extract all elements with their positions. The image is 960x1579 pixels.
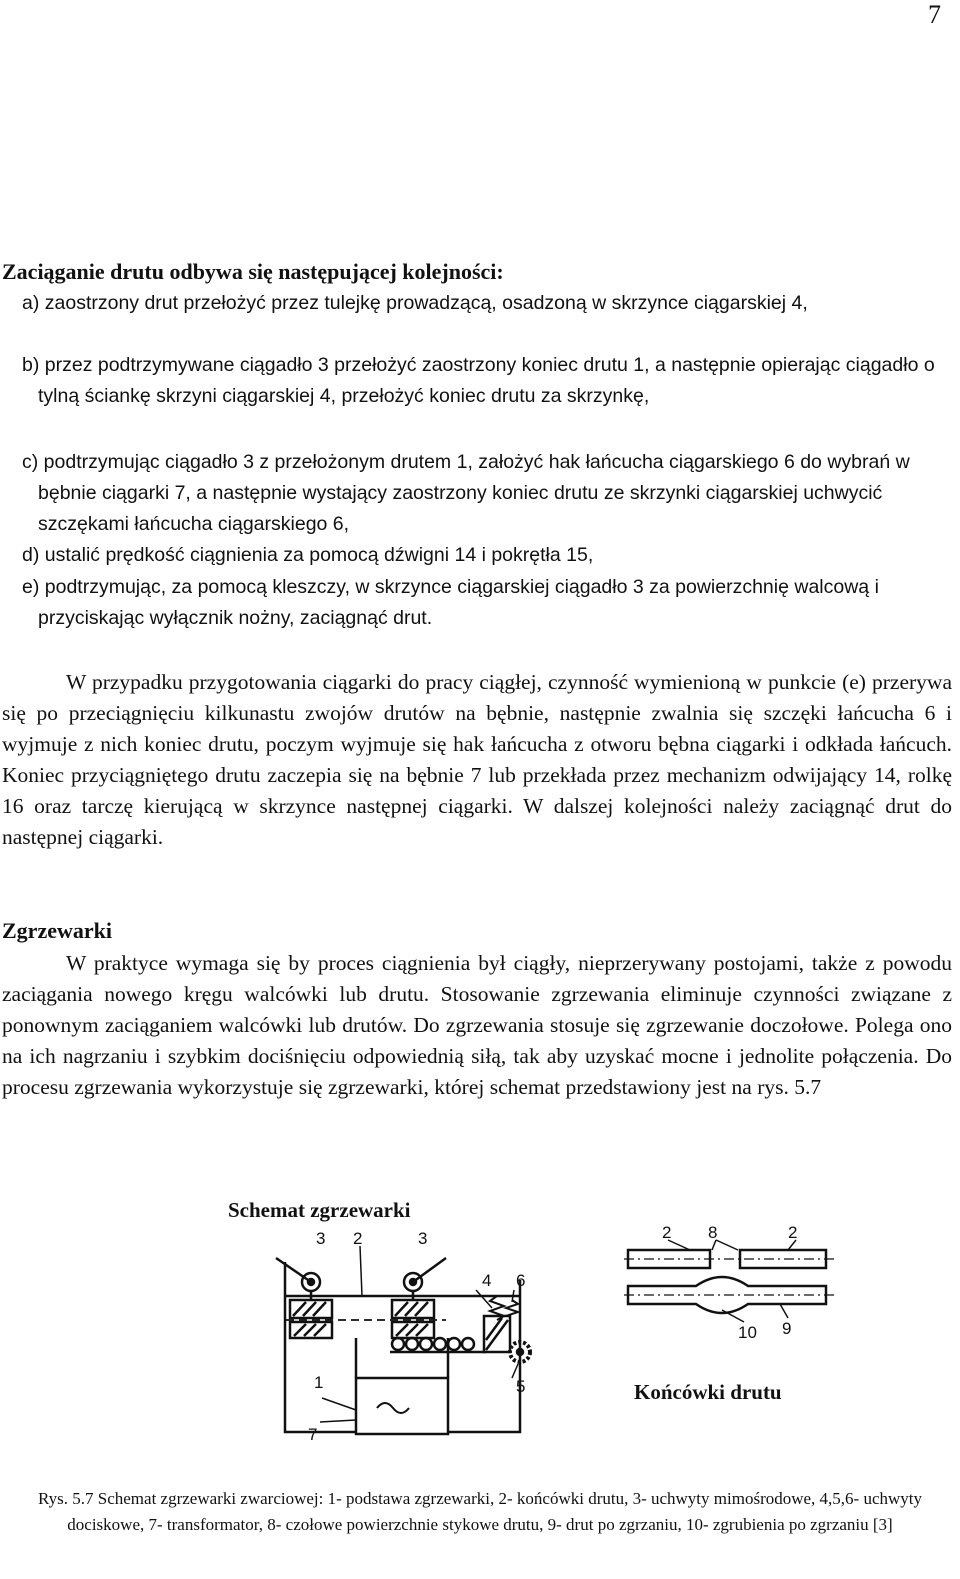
figure-caption: Rys. 5.7 Schemat zgrzewarki zwarciowej: 1- podstawa zgrzewarki, 2- końcówki drutu, 3- uchwyty mimośrodowe, 4,5,6- uchwyty dociskowe, 7- transformator, 8- czołowe powierzchnie stykowe drutu, 9- drut po zgrzaniu, 10- zgrubienia po zgrzaniu [3] bbox=[37, 1489, 923, 1534]
wire-ends-diagram bbox=[624, 1240, 838, 1322]
leader-line bbox=[512, 1364, 518, 1378]
list-item-text: c) podtrzymując ciągadło 3 z przełożonym drutem 1, założyć hak łańcucha ciągarskiego 6 do wybrań w bębnie ciągarki 7, a następnie wystający zaostrzony koniec drutu ze skrzynki ciągarskiej uchwycić szczękami łańcucha ciągarskiego 6, bbox=[22, 451, 910, 535]
label-8: 8 bbox=[708, 1223, 718, 1242]
label-1: 1 bbox=[314, 1373, 324, 1392]
transformer-box bbox=[356, 1378, 448, 1434]
label-4: 4 bbox=[482, 1271, 492, 1290]
leader-line bbox=[360, 1246, 362, 1296]
roller bbox=[462, 1338, 474, 1350]
leader-line bbox=[780, 1304, 788, 1318]
label-10: 10 bbox=[738, 1323, 757, 1342]
roller bbox=[434, 1338, 446, 1350]
label-2-left: 2 bbox=[662, 1223, 672, 1242]
list-item-text: b) przez podtrzymywane ciągadło 3 przełożyć zaostrzony koniec drutu 1, a następnie opierając ciągadło o tylną ściankę skrzyni ciągarskiej 4, przełożyć koniec drutu za skrzynkę, bbox=[22, 354, 935, 407]
label-7: 7 bbox=[308, 1425, 318, 1444]
sequence-heading: Zaciąganie drutu odbywa się następującej kolejności: bbox=[2, 259, 504, 284]
gear-hub bbox=[517, 1349, 523, 1355]
label-5: 5 bbox=[516, 1377, 526, 1396]
leader-line bbox=[320, 1420, 356, 1422]
list-item-text: e) podtrzymując, za pomocą kleszczy, w skrzynce ciągarskiej ciągadło 3 za powierzchnię walcową i przyciskając wyłącznik nożny, zaciągnąć drut. bbox=[22, 576, 879, 629]
list-item-text: d) ustalić prędkość ciągnienia za pomocą dźwigni 14 i pokrętła 15, bbox=[22, 544, 594, 566]
wire-ends-title: Końcówki drutu bbox=[634, 1380, 782, 1404]
roller bbox=[392, 1338, 404, 1350]
spring-right bbox=[506, 1300, 518, 1316]
list-item-text: a) zaostrzony drut przełożyć przez tulejkę prowadzącą, osadzoną w skrzynce ciągarskiej 4, bbox=[22, 292, 808, 314]
right-eccentric-lever bbox=[413, 1258, 446, 1282]
page-number: 7 bbox=[928, 0, 941, 29]
label-2: 2 bbox=[353, 1229, 363, 1248]
leader-line bbox=[476, 1290, 492, 1308]
roller bbox=[406, 1338, 418, 1350]
roller bbox=[420, 1338, 432, 1350]
label-3-left: 3 bbox=[316, 1229, 326, 1248]
leader-line bbox=[322, 1398, 356, 1410]
welder-schematic-title: Schemat zgrzewarki bbox=[228, 1198, 411, 1222]
transformer-symbol-text: ~ bbox=[0, 0, 1, 1]
left-eccentric-lever bbox=[276, 1258, 311, 1282]
welders-paragraph: W praktyce wymaga się by proces ciągnienia był ciągły, nieprzerywany postojami, także z powodu zaciągania nowego kręgu walcówki lub drutu. Stosowanie zgrzewania eliminuje czynności związane z ponownym zaciąganiem walcówki lub drutów. Do zgrzewania stosuje się zgrzewanie doczołowe. Polega ono na ich nagrzaniu i szybkim dociśnięciu odpowiednią siłą, tak aby uzyskać mocne i jednolite połączenia. Do procesu zgrzewania wykorzystuje się zgrzewarki, której schemat przedstawiony jest na rys. 5.7 bbox=[2, 951, 952, 1099]
label-2-right: 2 bbox=[788, 1223, 798, 1242]
label-3-right: 3 bbox=[418, 1229, 428, 1248]
welders-heading: Zgrzewarki bbox=[2, 918, 112, 943]
welder-diagram bbox=[276, 1246, 530, 1434]
roller bbox=[448, 1338, 460, 1350]
continuous-work-paragraph: W przypadku przygotowania ciągarki do pracy ciągłej, czynność wymienioną w punkcie (e) przerywa się po przeciągnięciu kilkunastu zwojów drutów na bębnie, następnie zwalnia się szczęki łańcucha 6 i wyjmuje z nich koniec drutu, poczym wyjmuje się hak łańcucha z otworu bębna ciągarki i odkłada łańcuch. Koniec przyciągniętego drutu zaczepia się na bębnie 7 lub przekłada przez mechanizm odwijający 14, rolkę 16 oraz tarczę kierującą w skrzynce następnej ciągarki. W dalszej kolejności należy zaciągnąć drut do następnej ciągarki. bbox=[2, 670, 952, 849]
leader-line bbox=[716, 1240, 738, 1250]
label-9: 9 bbox=[782, 1319, 792, 1338]
label-6: 6 bbox=[516, 1271, 526, 1290]
